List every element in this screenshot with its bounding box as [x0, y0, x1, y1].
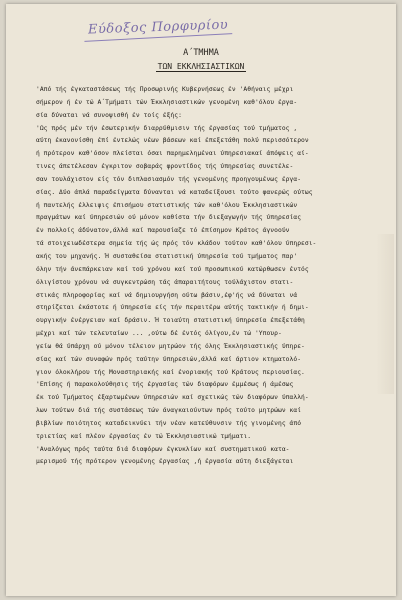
text-line: 'Από τής έγκαταστάσεως τής Προσωρινής Κυβερνήσεως έν 'Αθήναις μέχρι	[36, 86, 294, 93]
text-line: 'Ως πρός μέν τήν έσωτερικήν διαρρύθμισιν τής έργασίας τού τμήματος ,	[36, 124, 298, 132]
document-body	[36, 84, 382, 469]
text-line: ακής του μηχανής. Ή συσταθείσα στατιστική ύπηρεσία τού τμήματος παρ'	[36, 252, 298, 260]
text-line: ή πρότερον καθ'όσον πλείσται όσαι παρημελημέναι ύπηρεσιακαί άπόψεις αί-	[36, 150, 309, 158]
paper-stain	[376, 234, 394, 394]
text-line: σίας. Δύο άπλά παραδείγματα δύνανται νά καταδείξουσι τούτο φανερώς ούτως	[36, 188, 313, 196]
text-line: μερισμού τής πρότερον γενομένης έργασίας ,ή έργασία αύτη διεξάγεται	[36, 458, 294, 466]
text-line: όλιγίστου χρόνου νά συγκεντρώση τάς άπαραιτήτους τούλάχιστον στατι-	[36, 278, 294, 286]
text-line: γείω θά ύπάρχη ού μόνον τέλειον μητρώον τής όλης Έκκλησιαστικής ύπηρε-	[36, 342, 305, 350]
text-line: σία δύναται νά συνοψισθή έν τοίς έξής:	[36, 111, 182, 119]
text-line: τινες άπετέλεσαν έγκριτον σοβαράς φροντίδος τής ύπηρεσίας συνετέλε-	[36, 163, 294, 171]
text-line: 'Αναλόγως πρός ταύτα διά διαφόρων έγκυκλίων καί συστηματικού κατα-	[36, 445, 290, 453]
text-line: τριετίας καί πλέον έργασίας έν τώ Έκκλησιαστικώ τμήματι.	[36, 432, 252, 440]
text-line: στηρίζεται έκάστοτε ή ύπηρεσία είς τήν περαιτέρω αύτής τακτικήν ή δημι-	[36, 304, 309, 312]
text-line: στικάς πληροφορίας καί νά δημιουργήση ούτω βάσιν,έφ'ής νά δύναται νά	[36, 291, 298, 299]
text-line: ή παντελής έλλειψις έπισήμου στατιστικής τών καθ'όλου Έκκλησιαστικών	[36, 201, 298, 209]
text-line: 'Επίσης ή παρακολούθησις τής έργασίας τών διαφόρων έμμέσως ή άμέσως	[36, 381, 294, 389]
text-line: πραγμάτων καί ύπηρεσιών ού μόνον καθίστα τήν διεξαγωγήν τής ύπηρεσίας	[36, 214, 302, 222]
section-subtitle-text: ΤΩΝ ΕΚΚΛΗΣΙΑΣΤΙΚΩΝ	[157, 62, 245, 71]
section-subtitle	[6, 62, 396, 71]
text-line: αύτη έκανονίσθη έπί έντελώς νέων βάσεων καί έπεξετάθη πολύ περισσότερον	[36, 137, 309, 145]
text-line: ουργικήν ένέργειαν καί δράσιν. Ή τοιαύτη στατιστική ύπηρεσία έπεξετάθη	[36, 317, 305, 325]
section-title: Α΄ΤΜΗΜΑ	[183, 48, 219, 58]
text-line: έκ τού Τμήματος έξαρτωμένων ύπηρεσιών καί σχετικώς τών διαφόρων ύπαλλή-	[36, 394, 309, 402]
text-line: σαν τουλάχιστον είς τόν διπλασιασμόν τής γενομένης προηγουμένως έργα-	[36, 175, 302, 183]
text-line: όλην τήν άνεπάρκειαν καί τού χρόνου καί τού προσωπικού κατώρθωσεν έντός	[36, 265, 309, 273]
text-line: λων τούτων διά τής συστάσεως τών άναγκαιούντων πρός τούτο μητρώων καί	[36, 407, 302, 415]
text-line: έν πολλοίς άδύνατον,άλλά καί παρουσίαζε τό έπίσημον Κράτος άγνοούν	[36, 227, 290, 235]
text-line: βιβλίων ποιότητος καταδεικνύει τήν νέαν κατεύθυνσιν τής γινομένης άπό	[36, 419, 302, 427]
text-line: τά στοιχειωδέστερα σημεία τής ώς πρός τόν κλάδον τούτον καθ'όλου ύπηρεσι-	[36, 240, 317, 248]
text-line: μέχρι καί τών τελευταίων ... ,ούτω δέ έντός όλίγου,έν τώ 'Υπουρ-	[36, 330, 282, 338]
text-line: σήμερον ή έν τώ Α΄Τμήματι τών Έκκλησιαστικών γενομένη καθ'όλου έργα-	[36, 98, 298, 106]
text-line: γιον όλοκλήρου τής Μοναστηριακής καί ένοριακής τού Κράτους περιουσίας.	[36, 368, 305, 376]
document-page	[6, 4, 396, 596]
handwritten-annotation: Εύδοξος Πορφυρίου	[87, 17, 229, 38]
text-line: σίας καί τών συναφών πρός ταύτην ύπηρεσιών,άλλά καί άρτιον κτηματολό-	[36, 355, 302, 363]
